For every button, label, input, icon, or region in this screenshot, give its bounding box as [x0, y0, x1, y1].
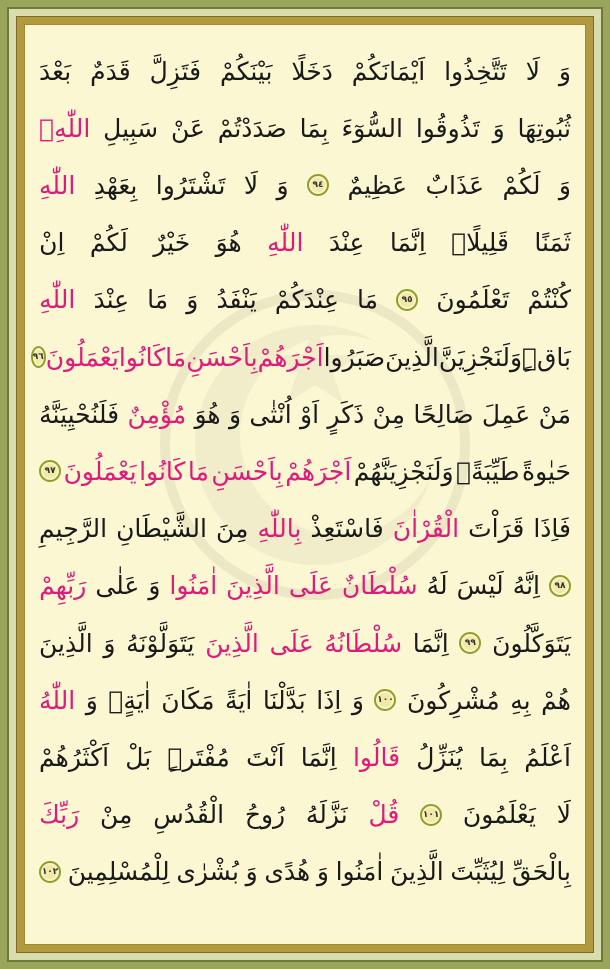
highlighted-word: عَلَى: [269, 628, 314, 658]
verse-word: لِيُثَبِّتَ: [450, 857, 506, 887]
verse-word: اِذَا: [316, 685, 342, 715]
verse-word: الَّذِينَ: [390, 857, 444, 887]
verse-word: هُمْ: [541, 685, 571, 715]
highlighted-word: اللّٰهُ: [39, 685, 76, 715]
verse-word: وَ: [351, 685, 364, 715]
verse-word: مُفْتَرٍۜ: [167, 742, 230, 772]
verse-word: سَبِيلِ: [103, 113, 159, 143]
verse-word: تَتَّخِذُوا: [444, 56, 507, 86]
verse-word: وَ: [228, 399, 242, 429]
verse-word: الَّذِينَ: [39, 628, 93, 658]
verse-word: فَاِذَا: [533, 514, 571, 544]
verse-word: اٰيَةً: [225, 685, 253, 715]
verse-word: لِلْمُسْلِمِينَ: [67, 857, 170, 887]
verse-word: مِنَ: [216, 514, 249, 544]
verse-word: مَا: [357, 285, 379, 315]
verse-line: [39, 844, 571, 900]
verse-word: لَكُمْ: [89, 228, 128, 258]
verse-word: مَا: [147, 285, 169, 315]
verse-word: اِنَّمَا: [412, 628, 449, 658]
verse-word: دَخَلًا: [291, 56, 333, 86]
verse-word: فَلَنُحْيِيَنَّهُ: [39, 399, 120, 429]
verse-word: قَدَمٌ: [90, 56, 131, 86]
verse-word: فَتَزِلَّ: [149, 56, 202, 86]
highlighted-word: كَانُوا: [139, 456, 186, 486]
verse-word: وَ: [492, 113, 505, 143]
verse-word: لَا: [243, 170, 259, 200]
verse-word: خَيْرٌ: [153, 228, 191, 258]
highlighted-word: قُلْ: [368, 800, 400, 830]
verse-word: حَيٰوةً: [521, 456, 571, 486]
highlighted-word: بِاللّٰهِ: [257, 514, 302, 544]
verse-word: هُوَ: [194, 399, 221, 429]
verse-word: وَلَنَجْزِيَنَّ: [438, 342, 523, 372]
verse-word: بِعَهْدِ: [93, 170, 138, 200]
verse-word: عِنْدَكُمْ: [274, 285, 339, 315]
verse-word: وَ: [186, 285, 199, 315]
highlighted-word: يَعْمَلُونَ: [45, 342, 119, 372]
verse-word: رُوحُ: [244, 800, 286, 830]
verse-word: بَدَّلْنَا: [262, 685, 306, 715]
verse-word: صَالِحًا: [413, 399, 474, 429]
ayah-number-marker: ٩٩: [459, 632, 481, 654]
verse-word: وَ: [103, 628, 116, 658]
ayah-number-marker: ٩٥: [396, 289, 418, 311]
ayah-number-marker: ١٠٠: [374, 689, 396, 711]
highlighted-word: بِاَحْسَنِ: [211, 456, 283, 486]
verse-line: [39, 672, 571, 728]
verse-line: [39, 501, 571, 557]
verse-lines: [25, 37, 585, 944]
verse-line: [39, 100, 571, 156]
highlighted-word: اللّٰهِ: [267, 228, 304, 258]
verse-word: اَكْثَرُهُمْ: [39, 742, 110, 772]
verse-word: هُوَ: [215, 228, 242, 258]
highlighted-word: سُلْطَانُهُ: [324, 628, 403, 658]
verse-word: بَاقٍۜ: [522, 342, 571, 372]
verse-word: مَنْ: [538, 399, 571, 429]
highlighted-word: اللّٰهِۚ: [39, 113, 91, 143]
verse-word: السُّوٓءَ: [341, 113, 403, 143]
highlighted-word: كَانُوا: [118, 342, 166, 372]
verse-word: لَهُ: [426, 571, 448, 601]
verse-word: اٰيَةٍۙ: [108, 685, 151, 715]
verse-word: بَيْنَكُمْ: [219, 56, 273, 86]
verse-word: مَكَانَ: [161, 685, 215, 715]
verse-word: وَ: [245, 857, 258, 887]
verse-word: مِنْ: [99, 800, 133, 830]
verse-word: لَكُمْ: [502, 170, 541, 200]
highlighted-word: الَّذِينَ: [205, 628, 259, 658]
verse-line: [39, 615, 571, 671]
ayah-number-marker: ٩٦: [31, 346, 46, 368]
verse-word: مِنْ: [372, 399, 406, 429]
verse-word: صَبَرُوا: [323, 342, 386, 372]
verse-word: لَا: [525, 56, 541, 86]
highlighted-word: الْقُرْاٰنَ: [392, 514, 460, 544]
verse-word: ثَمَنًا: [534, 228, 571, 258]
highlighted-word: مُؤْمِنٌ: [127, 399, 187, 429]
verse-word: اَيْمَانَكُمْ: [351, 56, 426, 86]
verse-word: عَمِلَ: [481, 399, 531, 429]
verse-word: مُشْرِكُونَ: [407, 685, 500, 715]
verse-word: يَتَوَكَّلُونَ: [492, 628, 571, 658]
verse-word: بَعْدَ: [39, 56, 72, 86]
verse-word: بِمَا: [478, 742, 508, 772]
verse-word: اِنَّمَا: [300, 742, 337, 772]
verse-line: [39, 558, 571, 614]
verse-word: الشَّيْطَانِ: [116, 514, 207, 544]
verse-word: ثُبُوتِهَا: [517, 113, 571, 143]
verse-word: بِالْحَقِّ: [511, 857, 571, 887]
verse-word: اِنَّمَا: [389, 228, 426, 258]
verse-word: اِنَّهُ: [512, 571, 540, 601]
verse-word: طَيِّبَةًۚ: [456, 456, 520, 486]
highlighted-word: اللّٰهِ: [39, 285, 76, 315]
mushaf-page: [24, 24, 586, 945]
verse-word: بُشْرٰى: [176, 857, 239, 887]
highlighted-word: يَعْمَلُونَ: [63, 456, 137, 486]
ayah-number-marker: ٩٤: [307, 174, 329, 196]
verse-word: بِهِ: [510, 685, 531, 715]
verse-word: وَ: [276, 170, 289, 200]
verse-line: [39, 787, 571, 843]
verse-word: الرَّجِيمِ: [39, 514, 108, 544]
verse-word: يَتَوَلَّوْنَهُ: [126, 628, 195, 658]
verse-word: فَاسْتَعِذْ: [310, 514, 384, 544]
verse-line: [39, 272, 571, 328]
verse-word: اَنْتَ: [246, 742, 285, 772]
verse-word: اٰمَنُوا: [335, 857, 384, 887]
highlighted-word: عَلَى: [288, 571, 333, 601]
verse-line: [39, 157, 571, 213]
verse-word: يَعْلَمُونَ: [462, 800, 536, 830]
verse-line: [32, 329, 571, 385]
verse-word: يُنَزِّلُ: [416, 742, 463, 772]
verse-word: اَعْلَمُ: [524, 742, 571, 772]
verse-word: لَا: [556, 800, 571, 830]
verse-word: الْقُدُسِ: [153, 800, 225, 830]
verse-word: بَلْ: [125, 742, 152, 772]
verse-word: لَيْسَ: [456, 571, 504, 601]
highlighted-word: بِاَحْسَنِ: [186, 342, 258, 372]
verse-word: اِنْ: [39, 228, 65, 258]
verse-word: عَلٰى: [95, 571, 140, 601]
verse-word: اَوْ: [300, 399, 320, 429]
verse-word: صَدَدْتُمْ: [217, 113, 287, 143]
highlighted-word: اَجْرَهُمْ: [257, 342, 324, 372]
verse-word: بِمَا: [299, 113, 329, 143]
highlighted-word: سُلْطَانٌ: [341, 571, 418, 601]
verse-word: عَنْ: [170, 113, 205, 143]
verse-word: تَشْتَرُوا: [155, 170, 226, 200]
verse-word: وَ: [558, 170, 571, 200]
verse-word: وَ: [558, 56, 571, 86]
verse-word: وَلَنَجْزِيَنَّهُمْ: [353, 456, 454, 486]
verse-line: [39, 729, 571, 785]
verse-word: ذَكَرٍ: [327, 399, 365, 429]
highlighted-word: رَبِّكَ: [39, 800, 80, 830]
verse-word: وَ: [85, 685, 98, 715]
verse-word: قَرَاْتَ: [468, 514, 525, 544]
highlighted-word: اَجْرَهُمْ: [285, 456, 352, 486]
verse-word: عَظِيمٌ: [347, 170, 408, 200]
ayah-number-marker: ٩٧: [39, 460, 61, 482]
ayah-number-marker: ٩٨: [549, 575, 571, 597]
highlighted-word: اللّٰهِ: [39, 170, 76, 200]
verse-word: هُدًى: [264, 857, 311, 887]
highlighted-word: قَالُوا: [352, 742, 401, 772]
highlighted-word: رَبِّهِمْ: [39, 571, 87, 601]
highlighted-word: اٰمَنُوا: [169, 571, 218, 601]
verse-word: عِنْدَ: [93, 285, 130, 315]
verse-word: نَزَّلَهُ: [305, 800, 348, 830]
highlighted-word: الَّذِينَ: [226, 571, 280, 601]
verse-line: [39, 215, 571, 271]
verse-line: [39, 386, 571, 442]
verse-word: اُنْثٰى: [249, 399, 292, 429]
verse-line: [39, 443, 571, 499]
verse-word: عَذَابٌ: [425, 170, 485, 200]
verse-word: وَ: [148, 571, 161, 601]
verse-word: وَ: [316, 857, 329, 887]
highlighted-word: مَا: [187, 456, 209, 486]
verse-word: قَلِيلًاۜ: [451, 228, 509, 258]
verse-line: [39, 43, 571, 99]
verse-word: كُنْتُمْ: [527, 285, 571, 315]
verse-word: تَعْلَمُونَ: [436, 285, 510, 315]
verse-word: يَنْفَدُ: [216, 285, 257, 315]
verse-word: تَذُوقُوا: [415, 113, 480, 143]
ayah-number-marker: ١٠٢: [39, 861, 61, 883]
highlighted-word: مَا: [165, 342, 187, 372]
verse-word: عِنْدَ: [328, 228, 365, 258]
verse-word: الَّذِينَ: [385, 342, 439, 372]
ayah-number-marker: ١٠١: [420, 804, 442, 826]
